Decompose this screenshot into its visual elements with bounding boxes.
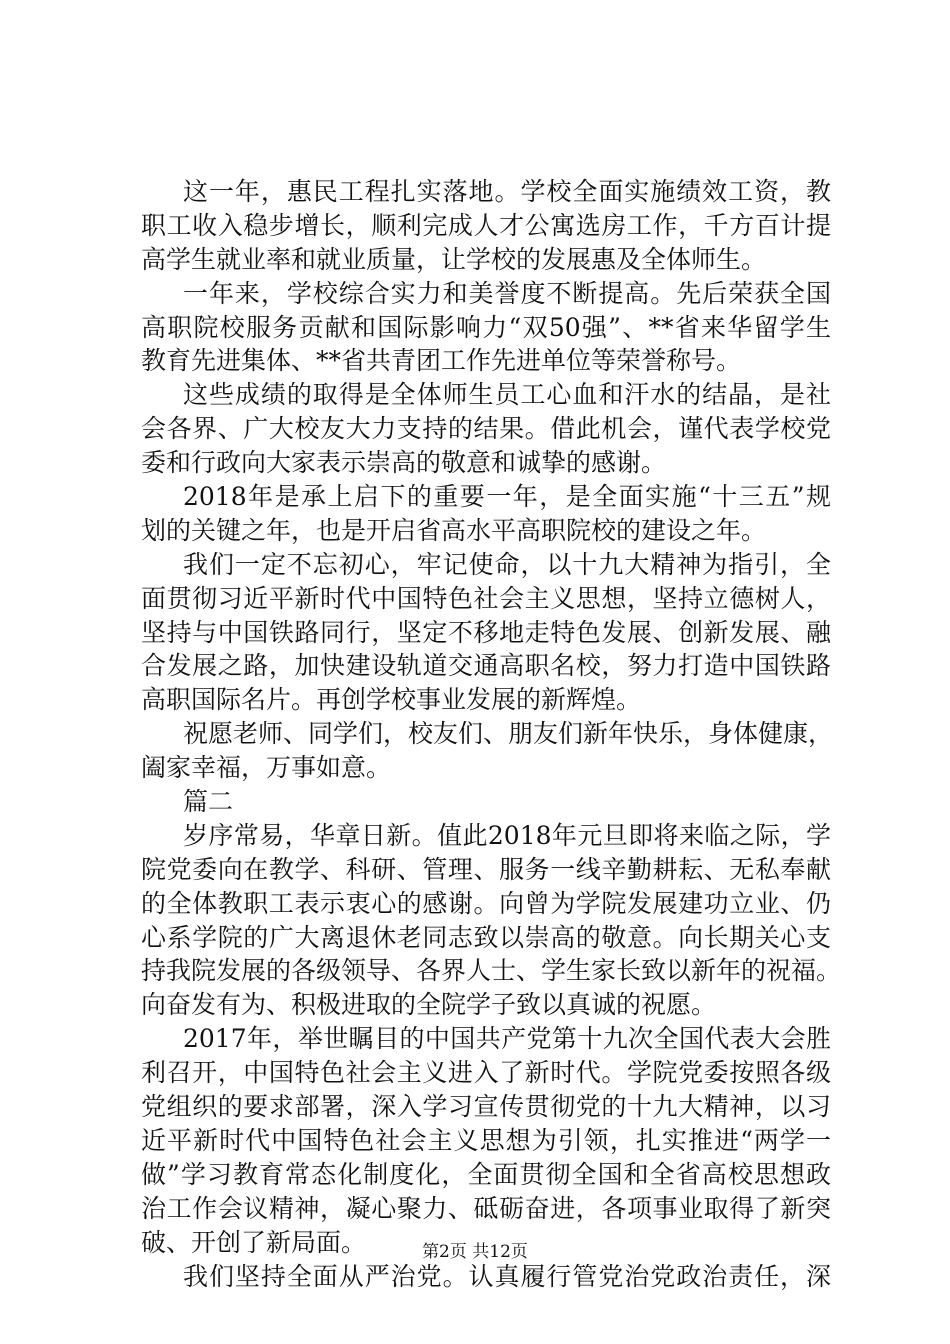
text-line: 2018年是承上启下的重要一年，是全面实施“十三五”规 [183,482,831,512]
text-line: 高职院校服务贡献和国际影响力“双50强”、**省来华留学生 [141,312,831,342]
text-line: 职工收入稳步增长，顺利完成人才公寓选房工作，千方百计提 [141,210,831,240]
text-line: 党组织的要求部署，深入学习宣传贯彻党的十九大精神，以习 [141,1092,831,1122]
text-line: 我们一定不忘初心，牢记使命，以十九大精神为指引，全 [183,549,831,579]
text-line: 治工作会议精神，凝心聚力、砥砺奋进，各项事业取得了新突 [141,1193,831,1223]
text-line: 的全体教职工表示衷心的感谢。向曾为学院发展建功立业、仍 [141,888,831,918]
text-line: 向奋发有为、积极进取的全院学子致以真诚的祝愿。 [141,990,717,1020]
text-line: 破、开创了新局面。 [141,1227,367,1257]
text-line: 持我院发展的各级领导、各界人士、学生家长致以新年的祝福。 [141,956,842,986]
text-line: 一年来，学校综合实力和美誉度不断提高。先后荣获全国 [183,278,831,308]
text-line: 划的关键之年，也是开启省高水平高职院校的建设之年。 [141,515,767,545]
text-line: 这些成绩的取得是全体师生员工心血和汗水的结晶，是社 [183,380,831,410]
text-line: 近平新时代中国特色社会主义思想为引领，扎实推进“两学一 [141,1125,831,1155]
text-line: 高学生就业率和就业质量，让学校的发展惠及全体师生。 [141,244,767,274]
text-line: 2017年，举世瞩目的中国共产党第十九次全国代表大会胜 [183,1024,831,1054]
text-line: 利召开，中国特色社会主义进入了新时代。学院党委按照各级 [141,1058,831,1088]
text-line: 做”学习教育常态化制度化，全面贯彻全国和全省高校思想政 [141,1159,831,1189]
text-line: 面贯彻习近平新时代中国特色社会主义思想，坚持立德树人， [141,583,831,613]
text-line: 我们坚持全面从严治党。认真履行管党治党政治责任，深 [183,1261,831,1291]
text-line: 院党委向在教学、科研、管理、服务一线辛勤耕耘、无私奉献 [141,854,831,884]
text-line: 委和行政向大家表示崇高的敬意和诚挚的感谢。 [141,448,667,478]
text-line: 合发展之路，加快建设轨道交通高职名校，努力打造中国铁路 [141,651,831,681]
text-line: 这一年，惠民工程扎实落地。学校全面实施绩效工资，教 [183,177,831,206]
text-line: 心系学院的广大离退休老同志致以崇高的敬意。向长期关心支 [141,922,831,952]
text-line: 坚持与中国铁路同行，坚定不移地走特色发展、创新发展、融 [141,617,831,647]
document-body [141,175,842,1293]
page-footer: 第2页 共12页 [422,1242,528,1262]
text-line: 高职国际名片。再创学校事业发展的新辉煌。 [141,685,642,715]
text-line: 教育先进集体、**省共青团工作先进单位等荣誉称号。 [141,346,742,376]
text-line: 祝愿老师、同学们，校友们、朋友们新年快乐，身体健康， [183,719,834,749]
text-line: 篇二 [183,787,234,817]
text-line: 阖家幸福，万事如意。 [141,753,392,783]
text-line: 岁序常易，华章日新。值此2018年元旦即将来临之际，学 [183,820,831,850]
text-line: 会各界、广大校友大力支持的结果。借此机会，谨代表学校党 [141,414,831,444]
